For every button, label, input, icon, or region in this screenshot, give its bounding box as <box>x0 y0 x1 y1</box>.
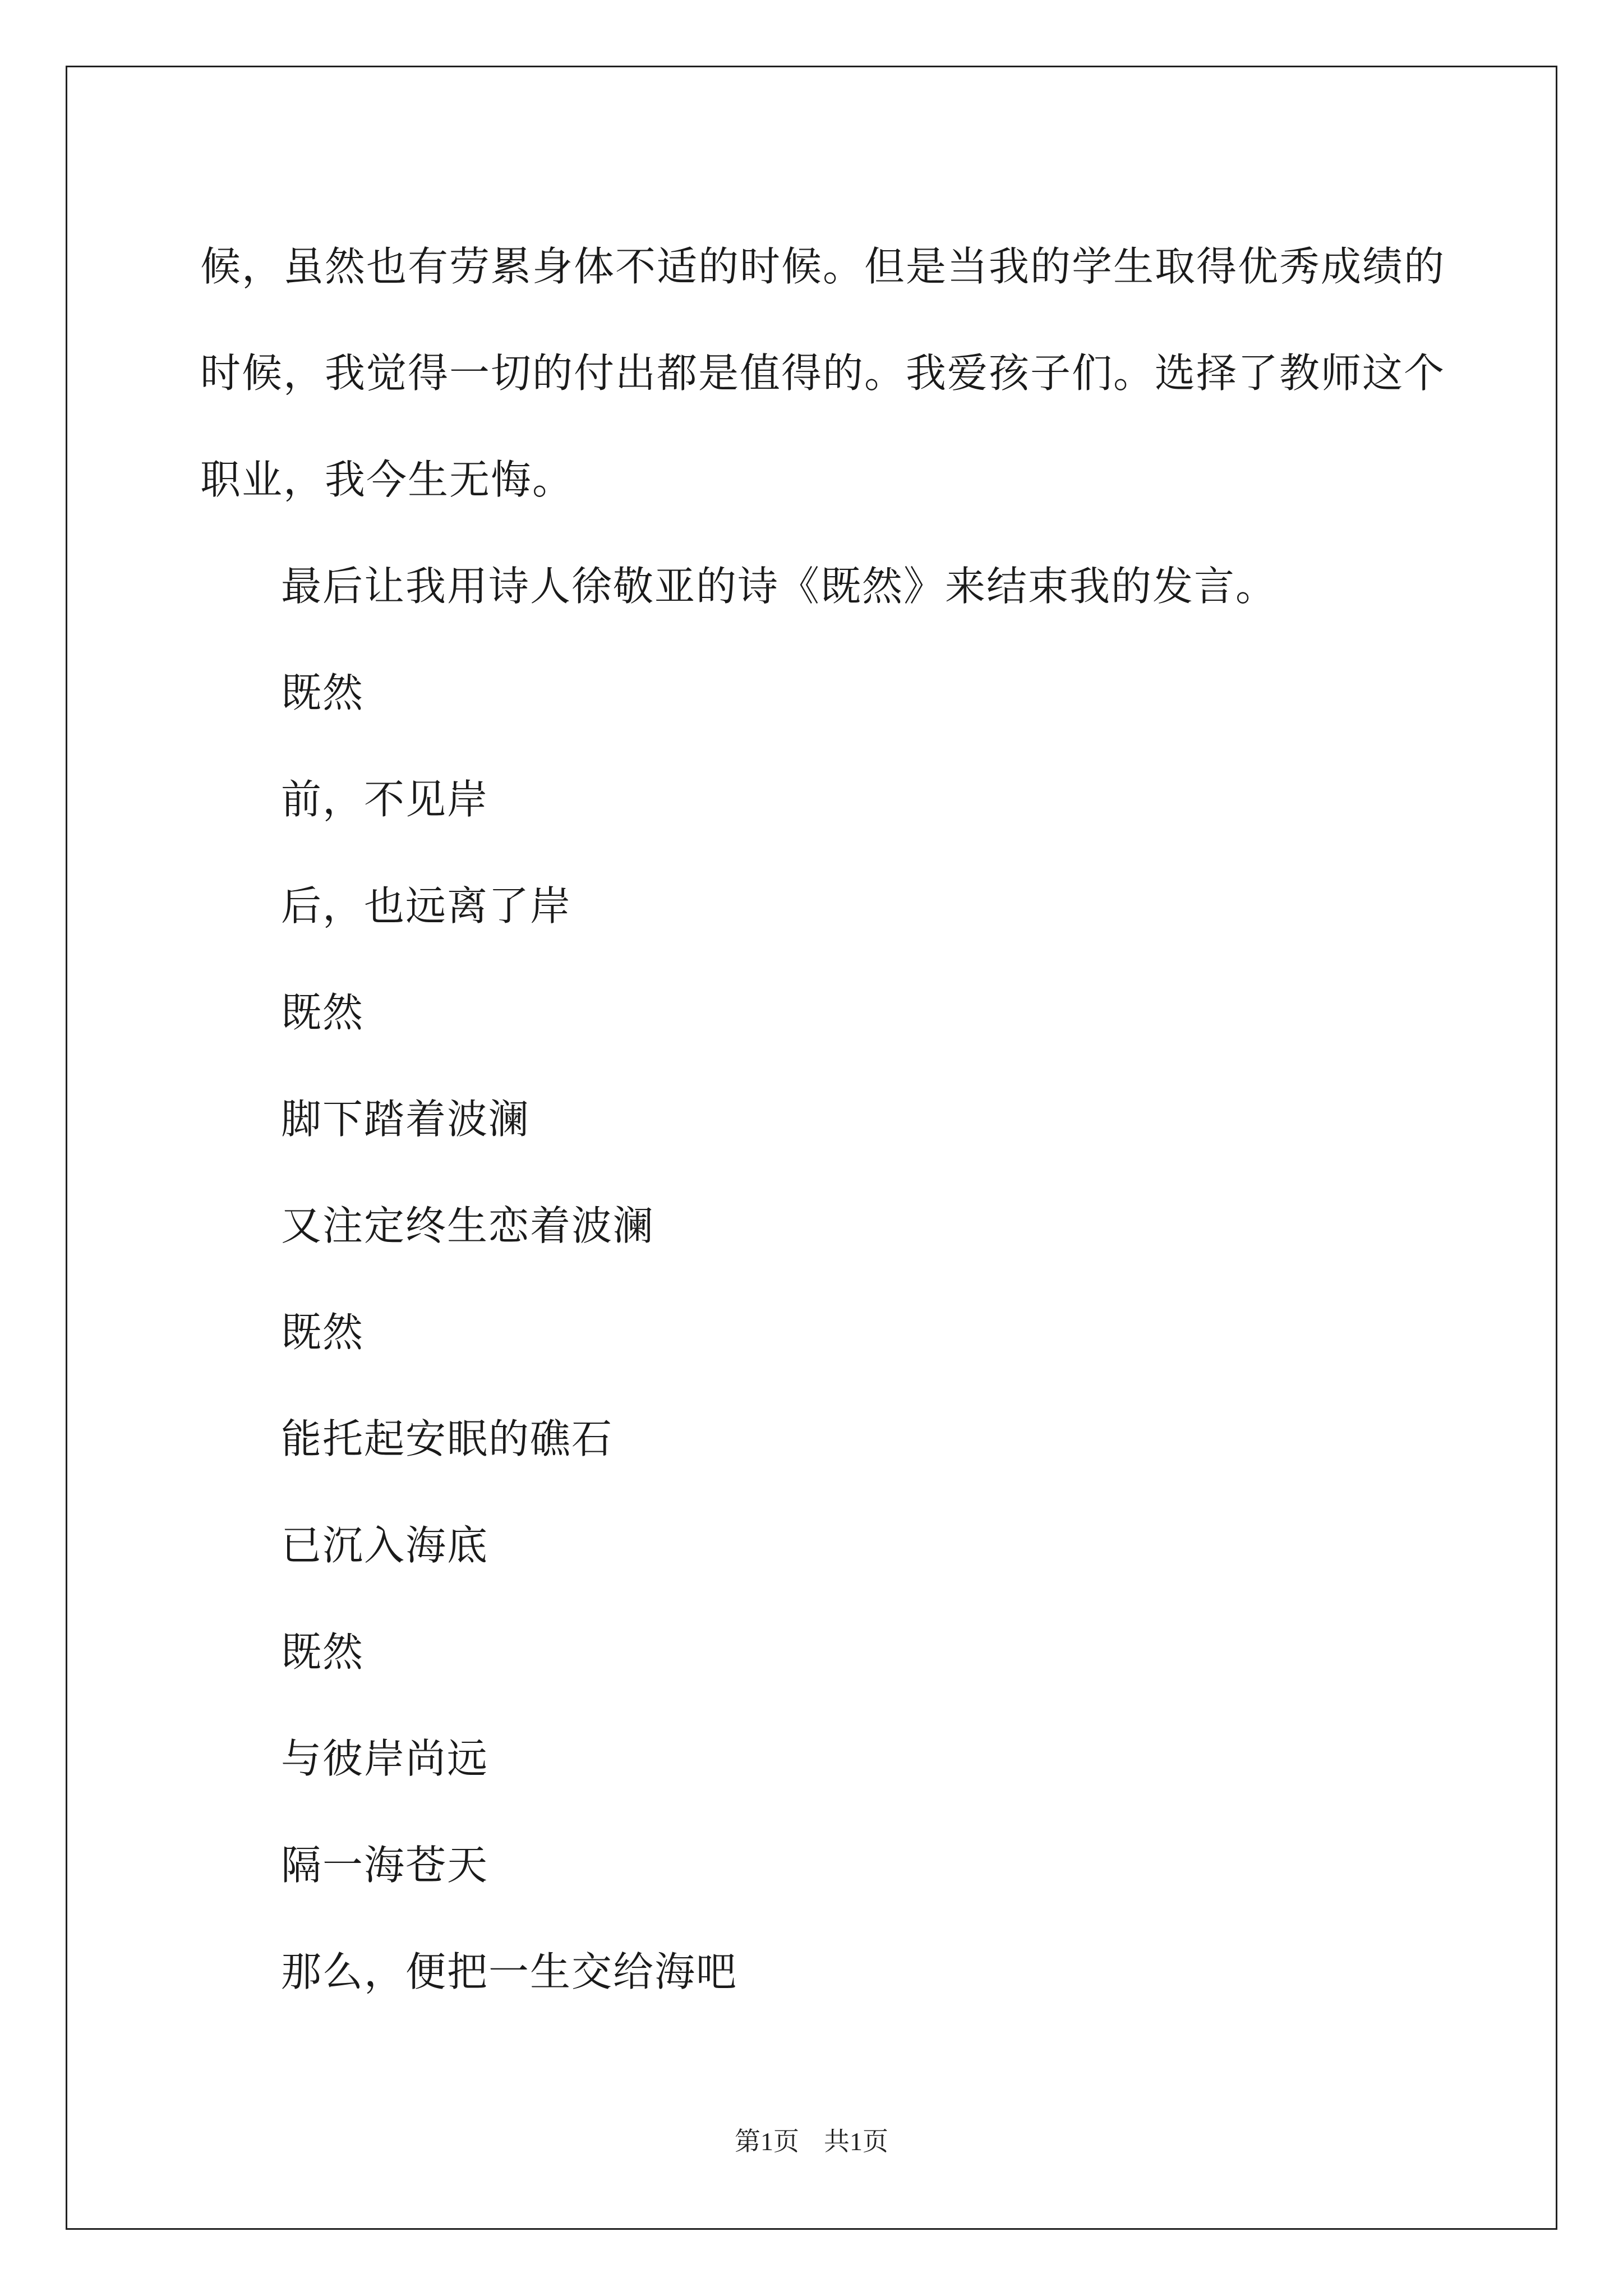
page-footer <box>0 2125 1623 2159</box>
poem-line: 又注定终生恋着波澜 <box>281 1202 655 1249</box>
poem-line: 能托起安眠的礁石 <box>281 1415 614 1462</box>
poem-line: 后，也远离了岸 <box>281 882 572 930</box>
paragraph-line-3: 职业，我今生无悔。 <box>200 456 574 503</box>
poem-line: 与彼岸尚远 <box>281 1735 489 1782</box>
poem-line: 已沉入海底 <box>281 1522 489 1569</box>
poem-line: 既然 <box>281 1628 365 1676</box>
document-body <box>200 213 1446 2025</box>
page-number-current: 第1页 <box>735 2127 799 2156</box>
paragraph-line-2: 时候，我觉得一切的付出都是值得的。我爱孩子们。选择了教师这个 <box>200 349 1446 397</box>
poem-line: 那么，便把一生交给海吧 <box>281 1948 738 1995</box>
paragraph-line-1: 候，虽然也有劳累身体不适的时候。但是当我的学生取得优秀成绩的 <box>200 243 1446 290</box>
page-number-total: 共1页 <box>824 2127 888 2156</box>
poem-line: 隔一海苍天 <box>281 1842 489 1889</box>
poem-line: 既然 <box>281 669 365 716</box>
poem-line: 既然 <box>281 1309 365 1356</box>
poem-line: 前，不见岸 <box>281 776 489 823</box>
poem-line: 既然 <box>281 989 365 1036</box>
poem-line: 脚下踏着波澜 <box>281 1096 531 1143</box>
closing-intro-line: 最后让我用诗人徐敬亚的诗《既然》来结束我的发言。 <box>281 563 1278 610</box>
